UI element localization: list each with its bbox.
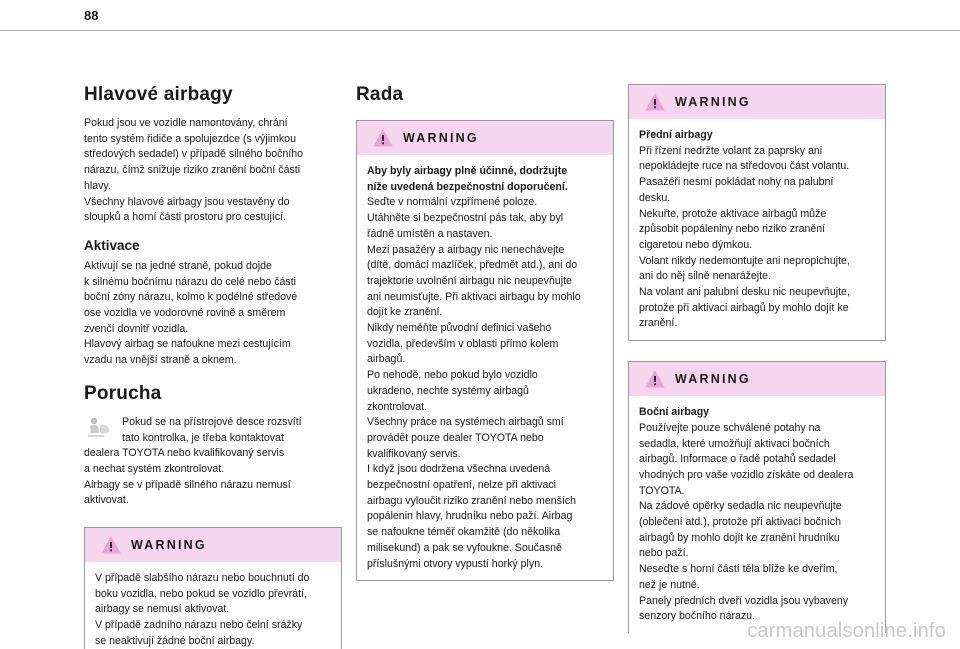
warning-bold-intro: Aby byly airbagy plně účinné, dodržujte níže uvedená bezpečnostní doporučení. [367,165,568,193]
subsection-title-activation: Aktivace [84,237,140,253]
warning-header [357,121,613,155]
warning-header [629,362,885,396]
warning-triangle-icon [645,370,665,388]
warning-subtitle-side-airbags: Boční airbagy [639,406,710,419]
section-title-head-airbags: Hlavové airbagy [84,84,233,105]
head-airbags-intro: Pokud jsou ve vozidle namontovány, chrání tento systém řidiče a spolujezdce (s výjimkou středových sedadel) v případě silného bočního nárazu, čímž snižuje riziko zranění boční části hlavy. Všechny hlavové airbagy jsou vestavěny do sloupků a horní části prostoru pro cestující. [84,117,304,224]
warning-triangle-icon [373,129,393,147]
warning-label: WARNING [675,372,751,387]
airbag-warning-lamp-icon [84,415,114,439]
page-number: 88 [84,8,99,23]
warning-subtitle-front-airbags: Přední airbagy [639,129,713,141]
warning-text: Při řízení nedržte volant za paprsky ani nepokládejte ruce na středovou část volantu. Pasažéři nesmí pokládat nohy na palubní desku. Nekuřte, protože aktivace airbagů může způsobit popáleniny nebo riziko zranění cigaretou nebo dýmkou. Volant nikdy nedemontujte ani nepropichujte, ani do něj silně nenarážejte. Na volant ani palubní desku nic neupevňujte, protože při aktivaci airbagů by mohlo dojít ke zranění. [639,144,850,330]
activation-text: Aktivují se na jedné straně, pokud dojde k silnému bočnímu nárazu do celé nebo části boční zóny nárazu, kolmo k podélné středové ose vozidla ve vodorovné rovině a směrem zvenčí dovnitř vozidla. Hlavový airbag se nafoukne mezi cestujícím vzadu na vnější straně a oknem. [84,259,298,367]
section-title-fault: Porucha [84,382,162,404]
warning-label: WARNING [131,538,207,553]
fault-text-indented: Pokud se na přístrojové desce rozsvítí tato kontrolka, je třeba kontaktovat [122,415,302,444]
warning-header [85,528,341,562]
fault-text-rest: dealera TOYOTA nebo kvalifikovaný servis a nechat systém zkontrolovat. Airbagy se v případě silného nárazu nemusí aktivovat. [84,447,291,507]
column-middle [356,84,614,581]
warning-text: V případě slabšího nárazu nebo bouchnutí do boku vozidla, nebo pokud se vozidlo převrátí, airbagy se nemusí aktivovat. V případě zadního nárazu nebo čelní srážky se neaktivují žádné boční airbagy. [95,572,310,647]
warning-box-side-impact [84,527,342,649]
warning-text: Používejte pouze schválené potahy na sedadla, které umožňují aktivaci bočních airbagů. Informace o řadě potahů sedadel vhodných pro vaše vozidlo získáte od dealera TOYOTA. Na zádové opěrky sedadla nic neupevňujte (oblečení atd.), protože při aktivaci bočních airbagů by mohlo dojít ke zranění hrudníku nebo paží. Neseďte s horní částí těla blíže ke dveřím, než je nutné. Panely předních dveří vozidla jsou vybaveny senzory bočního nárazu. [639,421,854,623]
header-divider [0,30,960,31]
section-title-advice: Rada [356,84,404,105]
warning-box-side-airbags [628,361,886,633]
column-right [628,84,886,633]
warning-triangle-icon [101,536,121,554]
warning-label: WARNING [675,95,751,109]
warning-triangle-icon [645,93,665,111]
warning-box-advice [356,120,614,581]
warning-box-front-airbags [628,84,886,341]
warning-header [629,85,885,119]
watermark: carmanualsonline.info [747,620,946,642]
fault-paragraph [84,415,342,509]
column-left [84,84,342,649]
warning-label: WARNING [403,131,479,145]
warning-text: Seďte v normální vzpřímené poloze. Utáhněte si bezpečnostní pás tak, aby byl řádně umístěn a nastaven. Mezi pasažéry a airbagy nic nenechávejte (dítě, domácí mazlíček, předmět atd.), ani do trajektorie uvolnění airbagu nic neupevňujte ani neumisťujte. Při aktivaci airbagu by mohlo dojít ke zranění. Nikdy neměňte původní definici vašeho vozidla, především v oblasti přímo kolem airbagů. Po nehodě, nebo pokud bylo vozidlo ukradeno, nechte systémy airbagů zkontrolovat. Všechny práce na systémech airbagů smí provádět pouze dealer TOYOTA nebo kvalifikovaný servis. I když jsou dodržena všechna uvedená bezpečnostní opatření, nelze při aktivaci airbagu vyloučit riziko zranění nebo menších popálenin hlavy, hrudníku nebo paží. Airbag se nafoukne téměř okamžitě (do několika milisekund) a pak se vyfoukne. Současně příslušnými otvory vypustí horký plyn. [367,196,581,570]
